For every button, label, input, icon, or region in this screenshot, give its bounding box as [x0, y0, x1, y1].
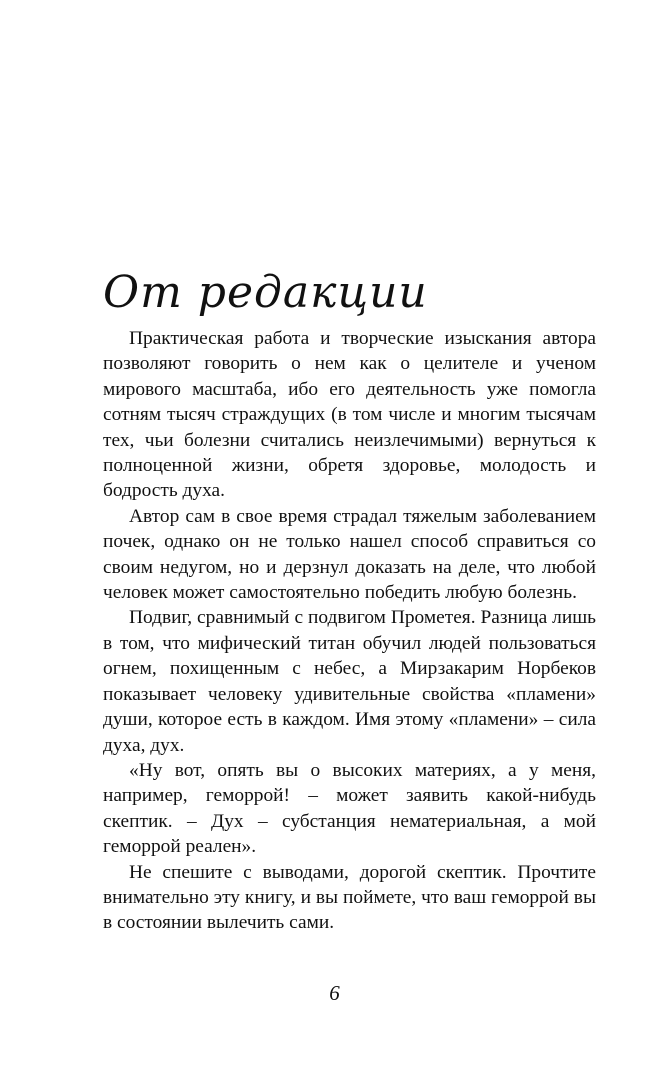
paragraph-4: «Ну вот, опять вы о высоких материях, а у меня, например, геморрой! – может заявить какой-нибудь скептик. – Дух – субстанция нематериальная, а мой геморрой реален».: [103, 759, 596, 858]
section-heading: От редакции: [103, 267, 428, 318]
paragraph-5: Не спешите с выводами, дорогой скептик. Прочтите внимательно эту книгу, и вы поймете, что ваш геморрой вы в состоянии вылечить сами.: [103, 861, 596, 934]
paragraph-2: Автор сам в свое время страдал тяжелым заболеванием почек, однако он не только нашел способ справиться со своим недугом, но и дерзнул доказать на деле, что любой человек может самостоятельно победить любую болезнь.: [103, 505, 596, 604]
page-number: 6: [329, 981, 340, 1005]
paragraph-1: Практическая работа и творческие изыскания автора позволяют говорить о нем как о целителе и ученом мирового масштаба, ибо его деятельность уже помогла сотням тысяч страждущих (в том числе и многим тысячам тех, чьи болезни считались неизлечимыми) вернуться к полноценной жизни, обретя здоровье, молодость и бодрость духа.: [103, 328, 596, 502]
body-text: [103, 326, 596, 936]
paragraph-3: Подвиг, сравнимый с подвигом Прометея. Разница лишь в том, что мифический титан обучил людей пользоваться огнем, похищенным с небес, а Мирзакарим Норбеков показывает человеку удивительные свойства «пламени» души, которое есть в каждом. Имя этому «пламени» – сила духа, дух.: [103, 607, 596, 756]
